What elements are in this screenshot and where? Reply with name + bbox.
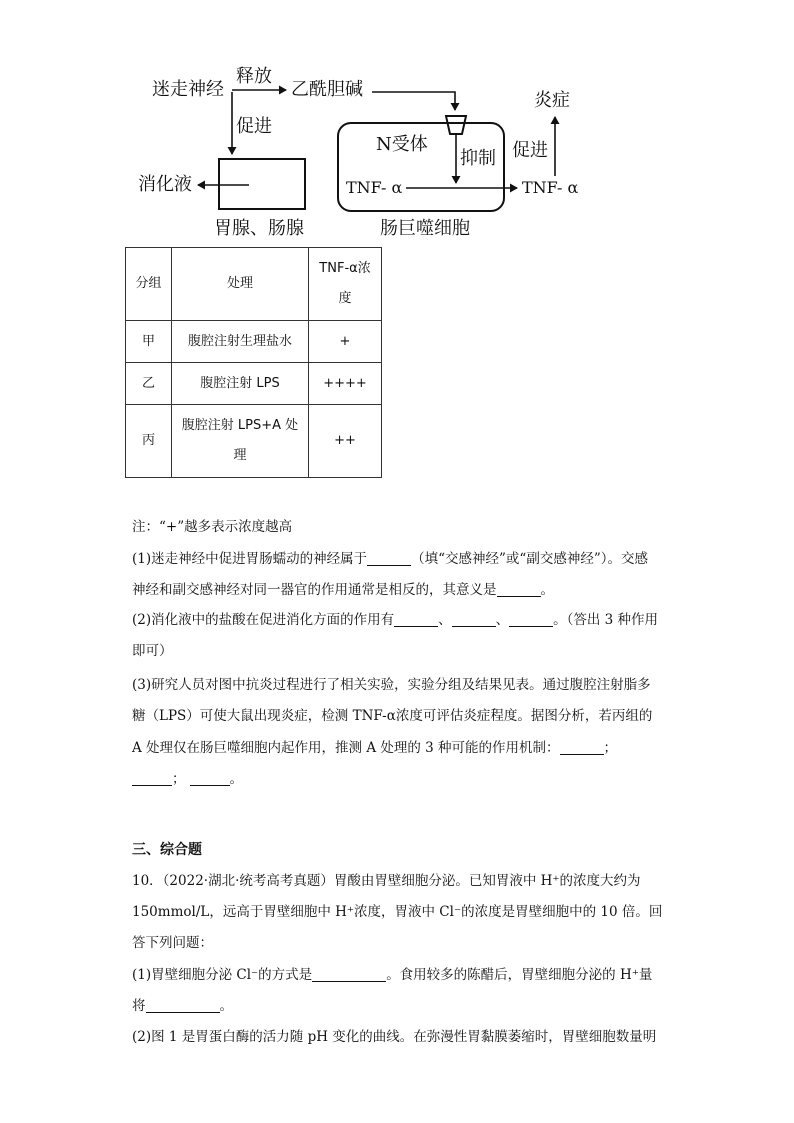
table-row [126,405,382,478]
gland-box [218,158,306,210]
p10-line3: 答下列问题： [132,935,213,951]
cell-conc: ++++ [309,363,382,405]
answer-blank[interactable] [560,741,604,756]
label-vagus: 迷走神经 [152,79,224,100]
p10-q1-line1: (1)胃壁细胞分泌 Cl⁻的方式是 。食用较多的陈醋后，胃壁细胞分泌的 H⁺量 [132,967,653,983]
p10-line2: 150mmol/L，远高于胃壁细胞中 H⁺浓度，胃液中 Cl⁻的浓度是胃壁细胞中的 10 倍。回 [132,904,663,920]
q3-line4: ； 。 [132,764,664,795]
header-group: 分组 [126,248,172,321]
arrow-ach-receptor [372,92,455,110]
answer-blank[interactable] [394,613,438,628]
cell-conc: + [309,321,382,363]
p10-q1-line2: 将 。 [132,998,233,1014]
q3-line2: 糖（LPS）可使大鼠出现炎症，检测 TNF-α浓度可评估炎症程度。据图分析，若丙组的 [132,708,653,724]
header-tnf: TNF-α浓 度 [309,248,382,321]
p10-line1: 10．（2022·湖北·统考高考真题）胃酸由胃壁细胞分泌。已知胃液中 H⁺的浓度大约为 [132,873,641,889]
table-note: 注：“+”越多表示浓度越高 [132,519,293,535]
q3-line1: (3)研究人员对图中抗炎过程进行了相关实验，实验分组及结果见表。通过腹腔注射脂多 [132,677,651,693]
label-tnf-inside: TNF- α [346,178,403,197]
answer-blank[interactable] [132,772,172,787]
cell-group: 甲 [126,321,172,363]
answer-blank[interactable] [312,968,386,983]
q1-line1: (1)迷走神经中促进胃肠蠕动的神经属于 （填“交感神经”或“副交感神经”）。交感 [132,551,648,567]
label-digestive-juice: 消化液 [138,174,192,195]
table-row [126,321,382,363]
experiment-table [125,247,382,478]
label-inflammation: 炎症 [534,90,570,111]
q3-line3: A 处理仅在肠巨噬细胞内起作用，推测 A 处理的 3 种可能的作用机制： ； [132,740,618,756]
answer-blank[interactable] [509,613,553,628]
label-release: 释放 [236,66,272,87]
answer-blank[interactable] [146,999,220,1014]
answer-blank[interactable] [452,613,496,628]
cell-treatment: 腹腔注射生理盐水 [172,321,309,363]
cell-conc: ++ [309,405,382,478]
cell-group: 丙 [126,405,172,478]
answer-blank[interactable] [367,552,411,567]
label-promote-inflammation: 促进 [512,140,548,161]
p10-q2-line1: (2)图 1 是胃蛋白酶的活力随 pH 变化的曲线。在弥漫性胃黏膜萎缩时，胃壁细胞数量明 [132,1029,657,1045]
label-inhibit: 抑制 [460,148,496,169]
label-ach: 乙酰胆碱 [291,79,363,100]
label-glands: 胃腺、肠腺 [214,218,304,239]
header-treatment: 处理 [172,248,309,321]
section-heading: 三、综合题 [132,842,202,858]
q1-line2: 神经和副交感神经对同一器官的作用通常是相反的，其意义是 。 [132,582,554,598]
q2-line1: (2)消化液中的盐酸在促进消化方面的作用有 、 、 。（答出 3 种作用 [132,612,659,628]
answer-blank[interactable] [497,583,541,598]
label-n-receptor: N受体 [376,134,428,155]
cell-treatment: 腹腔注射 LPS [172,363,309,405]
q2-line2: 即可） [132,643,173,659]
answer-blank[interactable] [190,772,230,787]
cell-treatment: 腹腔注射 LPS+A 处 理 [172,405,309,478]
label-tnf-outside: TNF- α [522,178,579,197]
label-macrophage: 肠巨噬细胞 [380,218,470,239]
cell-group: 乙 [126,363,172,405]
table-row [126,363,382,405]
label-promote-gland: 促进 [236,116,272,137]
table-header-row [126,248,382,321]
